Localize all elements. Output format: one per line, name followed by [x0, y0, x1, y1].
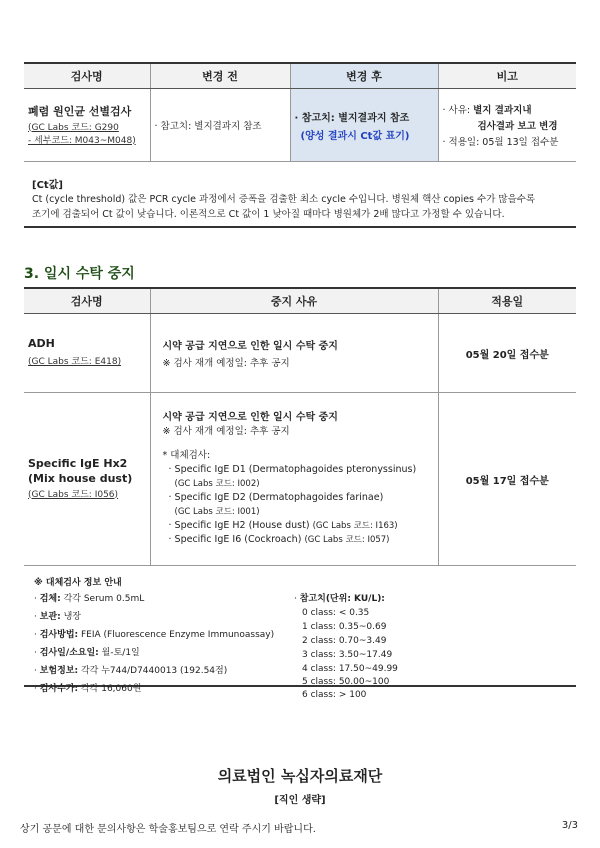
test-subcode: - 세부코드: M043~M048) — [28, 135, 136, 146]
test-code: (GC Labs 코드: G290 — [28, 122, 119, 133]
label: 보험정보: — [39, 666, 79, 676]
alt-info-item: · 검사방법: FEIA (Fluorescence Enzyme Immunoassay) — [34, 630, 275, 640]
remark-reason-2: 검사결과 보고 변경 — [477, 121, 558, 132]
table-row — [24, 393, 576, 566]
remark-prefix: · 사유: — [442, 105, 474, 116]
test-code: (GC Labs 코드: I056) — [28, 489, 119, 500]
test-name-cell — [24, 89, 150, 162]
header-reason: 중지 사유 — [150, 288, 438, 314]
after-note: (양성 결과시 Ct값 표기) — [300, 130, 410, 142]
date-cell: 05월 17일 접수분 — [438, 393, 576, 566]
alt-test-4 — [163, 533, 438, 547]
ct-note — [24, 170, 576, 228]
change-table — [24, 62, 576, 162]
ref-item: 5 class: 50.00~100 — [302, 677, 390, 687]
header-before: 변경 전 — [150, 63, 290, 89]
alt-info-item: · 보관: 냉장 — [34, 612, 81, 622]
before-cell — [150, 89, 290, 162]
ref-item: 3 class: 3.50~17.49 — [302, 650, 393, 660]
test-name-sub: (Mix house dust) — [28, 471, 133, 485]
alt-test-3 — [163, 519, 438, 533]
value: 각각 16,060원 — [78, 684, 142, 694]
header-date: 적용일 — [438, 288, 576, 314]
reason-text: 시약 공급 지연으로 인한 일시 수탁 중지 — [162, 341, 338, 352]
ct-note-line-2: 조기에 검출되어 Ct 값이 낮습니다. 이론적으로 Ct 값이 1 낮아질 때마다 병원체가 2배 많다고 가정할 수 있습니다. — [32, 209, 505, 220]
ref-title: · 참고치(단위: KU/L): — [294, 594, 385, 604]
alt-test-3-code: (GC Labs 코드: I163) — [312, 521, 398, 531]
alt-info — [24, 572, 576, 700]
alt-info-item: · 검사일/소요일: 월-토/1일 — [34, 648, 140, 658]
section-title: 3. 일시 수탁 중지 — [24, 266, 135, 282]
table-row — [24, 89, 576, 162]
header-test-name: 검사명 — [24, 63, 150, 89]
alt-title: * 대체검사: — [162, 450, 211, 461]
value: 월-토/1일 — [98, 648, 140, 658]
date-cell: 05월 20일 접수분 — [438, 314, 576, 393]
label: 검사일/소요일: — [39, 648, 99, 658]
resume-text: ※ 검사 재개 예정일: 추후 공지 — [162, 358, 290, 369]
remark-cell — [438, 89, 576, 162]
reason-cell — [150, 393, 438, 566]
alt-test-1: · Specific IgE D1 (Dermatophagoides pteronyssinus) — [168, 464, 417, 475]
alt-test-1-code: (GC Labs 코드: I002) — [174, 479, 260, 489]
alt-test-3-name: · Specific IgE H2 (House dust) — [168, 520, 310, 531]
table-row — [24, 314, 576, 393]
suspension-table — [24, 287, 576, 566]
label: 보관: — [39, 612, 61, 622]
value: 냉장 — [60, 612, 81, 622]
alt-test-4-code: (GC Labs 코드: I057) — [304, 535, 390, 545]
after-value: · 참고치: 별지결과지 참조 — [294, 112, 410, 124]
label: 검체: — [39, 594, 61, 604]
organization-name: 의료법인 녹십자의료재단 — [217, 767, 383, 785]
test-name: Specific IgE Hx2 — [28, 456, 128, 470]
ref-item: 6 class: > 100 — [302, 690, 367, 700]
test-name: ADH — [28, 337, 55, 350]
test-name-cell — [24, 314, 150, 393]
label: 검사방법: — [39, 630, 79, 640]
page-number: 3/3 — [561, 820, 578, 831]
ct-note-line-1: Ct (cycle threshold) 값은 PCR cycle 과정에서 증폭을 검출한 최소 cycle 수입니다. 병원체 핵산 copies 수가 많을수록 — [32, 194, 536, 205]
alt-info-item: · 보험정보: 각각 누744/D7440013 (192.54점) — [34, 666, 228, 676]
ref-item: 4 class: 17.50~49.99 — [302, 664, 398, 674]
remark-reason-1: 별지 결과지내 — [473, 105, 532, 116]
ref-item: 1 class: 0.35~0.69 — [302, 622, 387, 632]
header-remark: 비고 — [438, 63, 576, 89]
resume-text: ※ 검사 재개 예정일: 추후 공지 — [162, 426, 290, 437]
alt-info-item: · 검사수가: 각각 16,060원 — [34, 684, 142, 694]
remark-reason — [443, 102, 577, 116]
before-value: · 참고치: 별지결과지 참조 — [154, 121, 262, 132]
remark-date: · 적용일: 05월 13일 접수분 — [442, 137, 559, 148]
alt-info-title: ※ 대체검사 정보 안내 — [34, 578, 122, 588]
seal-omitted: [직인 생략] — [274, 795, 326, 806]
value: 각각 누744/D7440013 (192.54점) — [78, 666, 228, 676]
reason-cell — [150, 314, 438, 393]
ref-item: 2 class: 0.70~3.49 — [302, 636, 387, 646]
test-code: (GC Labs 코드: E418) — [28, 357, 122, 367]
header-test-name: 검사명 — [24, 288, 150, 314]
alt-info-item: · 검체: 각각 Serum 0.5mL — [34, 594, 145, 604]
ref-title-text: 참고치(단위: KU/L): — [299, 594, 385, 604]
contact-note: 상기 공문에 대한 문의사항은 학술홍보팀으로 연락 주시기 바랍니다. — [20, 824, 316, 835]
test-name-cell — [24, 393, 150, 566]
alt-test-2-code: (GC Labs 코드: I001) — [174, 507, 260, 517]
reason-text: 시약 공급 지연으로 인한 일시 수탁 중지 — [162, 412, 338, 423]
alt-test-2: · Specific IgE D2 (Dermatophagoides farinae) — [168, 492, 384, 503]
value: FEIA (Fluorescence Enzyme Immunoassay) — [78, 630, 275, 640]
alt-test-4-name: · Specific IgE I6 (Cockroach) — [168, 534, 302, 545]
ct-note-title: [Ct값] — [32, 180, 63, 191]
value: 각각 Serum 0.5mL — [60, 594, 145, 604]
label: 검사수가: — [39, 684, 79, 694]
ref-item: 0 class: < 0.35 — [302, 608, 370, 618]
after-cell — [290, 89, 438, 162]
header-after: 변경 후 — [290, 63, 438, 89]
test-name: 폐렴 원인균 선별검사 — [28, 104, 132, 118]
